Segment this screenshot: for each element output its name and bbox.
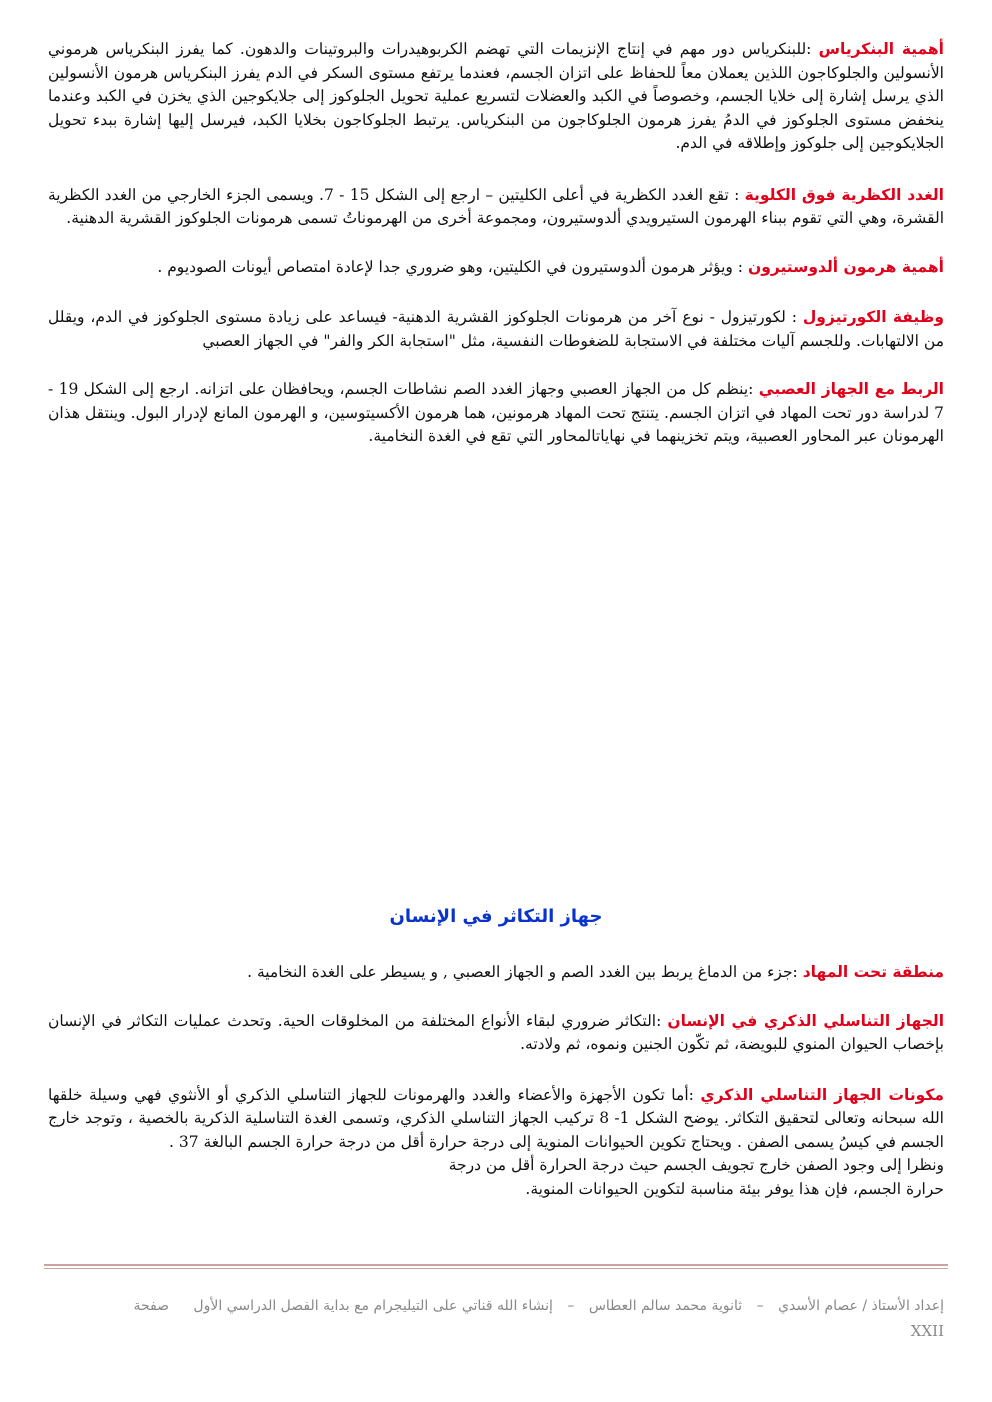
term-aldosterone-importance: أهمية هرمون ألدوستيرون (747, 257, 944, 276)
paragraph-hypothalamus (48, 961, 944, 985)
paragraph-extra-line: حرارة الجسم، فإن هذا يوفر بيئة مناسبة لتكوين الحيوانات المنوية. (525, 1179, 944, 1198)
term-male-reproductive-system: الجهاز التناسلي الذكري في الإنسان (667, 1011, 945, 1030)
term-hypothalamus: منطقة تحت المهاد (802, 963, 944, 981)
paragraph-text: :أما تكون الأجهزة والأعضاء والغدد والهرمونات للجهاز التناسلي الذكري أو الأنثوي فهي وسيلة خلقها الله سبحانه وتعالى لتحقيق التكاثر. يوضح الشكل 1- 8 تركيب الجهاز التناسلي الذكري، وتسمى الغدة التناسلية الذكرية بالخصية ، وتوجد خارج الجسم في كيسُ يسمى الصفن . ويحتاج تكوين الحيوانات المنوية إلى درجة حرارة أقل من درجة حرارة الجسم البالغة 37 . (48, 1085, 944, 1151)
footer-school: ثانوية محمد سالم العطاس (588, 1298, 743, 1314)
paragraph-text: : لكورتيزول - نوع آخر من هرمونات الجلوكوز القشرية الدهنية- فيساعد على زيادة مستوى الجلوكوز في الدم، ويقلل من الالتهابات. وللجسم آليات مختلفة في الاستجابة للضغوطات النفسية، مثل "استجابة الكر والفر" في الجهاز العصبي (48, 308, 944, 350)
paragraph-pancreas (48, 38, 944, 156)
footer-author: إعداد الأستاذ / عصام الأسدي (778, 1298, 944, 1314)
document-page (48, 38, 944, 1402)
paragraph-text: : تقع الغدد الكظرية في أعلى الكليتين – ارجع إلى الشكل 15 - 7. ويسمى الجزء الخارجي من الغدد الكظرية القشرة، وهي التي تقوم ببناء الهرمون الستيرويدي ألدوستيرون، ومجموعة أخرى من الهرموناتُ تسمى هرمونات الجلوكوز القشرية الدهنية. (48, 185, 944, 227)
term-male-components: مكونات الجهاز التناسلي الذكري (700, 1085, 944, 1104)
paragraph-cortisol (48, 306, 944, 353)
footer-separator: – (756, 1298, 764, 1314)
paragraph-text: : ويؤثر هرمون ألدوستيرون في الكليتين، وهو ضروري جدا لإعادة امتصاص أيونات الصوديوم . (157, 257, 748, 276)
paragraph-aldosterone (48, 256, 944, 280)
lower-section (48, 961, 944, 1201)
page-number: XXII (910, 1322, 944, 1340)
paragraph-male-components (48, 1084, 944, 1155)
paragraph-text: :التكاثر ضروري لبقاء الأنواع المختلفة من المخلوقات الحية. وتحدث عمليات التكاثر في الإنسان بإخصاب الحيوان المنوي للبويضة، ثم تكّون الجنين ونموه، ثم ولادته. (48, 1011, 944, 1053)
paragraph-text: :للبنكرياس دور مهم في إنتاج الإنزيمات التي تهضم الكربوهيدرات والبروتينات والدهون. كما يفرز البنكرياس هرموني الأنسولين والجلوكاجون اللذين يعملان معاً للحفاظ على اتزان الجسم، فعندما يرتفع مستوى السكر في الدم يفرز البنكرياس هرمون الأنسولين الذي يرسل إشارة إلى خلايا الجسم، وخصوصاً في الكبد والعضلات لتسريع عملية تحويل الجلوكوز إلى جلايكوجين الذي يخزن في الكبد وعندما ينخفض مستوى الجلوكوز في الدمُ يفرز هرمون الجلوكاجون من البنكرياس. يرتبط الجلوكاجون بخلايا الكبد، فيرسل إليها إشارة ببدء تحويل الجلايكوجين إلى جلوكوز وإطلاقه في الدم. (48, 40, 944, 152)
term-adrenal-glands: الغدد الكظرية فوق الكلوية (744, 185, 944, 204)
section-title: جهاز التكاثر في الإنسان (389, 906, 603, 927)
term-pancreas-importance: أهمية البنكرياس (818, 40, 944, 58)
footer (48, 1298, 944, 1314)
footer-separator: – (567, 1298, 575, 1314)
term-nervous-system-link: الربط مع الجهاز العصبي (758, 380, 944, 398)
paragraph-adrenal-glands (48, 184, 944, 231)
paragraph-extra-line: ونظرا إلى وجود الصفن خارج تجويف الجسم حيث درجة الحرارة أقل من درجة (448, 1156, 944, 1174)
paragraph-male-reproductive (48, 1010, 944, 1057)
paragraph-nervous-link (48, 378, 944, 449)
term-cortisol-function: وظيفة الكورتيزول (802, 308, 944, 326)
footer-note: إنشاء الله قناتي على التيليجرام مع بداية الفصل الدراسي الأول (193, 1298, 553, 1314)
paragraph-text: :ينظم كل من الجهاز العصبي وجهاز الغدد الصم نشاطات الجسم، ويحافظان على اتزانه. ارجع إلى الشكل 19 - 7 لدراسة دور تحت المهاد في اتزان الجسم. يتنتج تحت المهاد هرمونين، هما هرمون الأكسيتوسين، و الهرمون المانع لإدرار البول. وينتقل هذان الهرمونان عبر المحاور العصبية، ويتم تخزينهما في نهاياتالمحاور التي تقع في الغدة النخامية. (48, 380, 944, 445)
paragraph-text: :جزء من الدماغ يربط بين الغدد الصم و الجهاز العصبي , و يسيطر على الغدة النخامية . (247, 963, 803, 981)
footer-page-label: صفحة (133, 1298, 169, 1314)
footer-divider (44, 1264, 948, 1269)
